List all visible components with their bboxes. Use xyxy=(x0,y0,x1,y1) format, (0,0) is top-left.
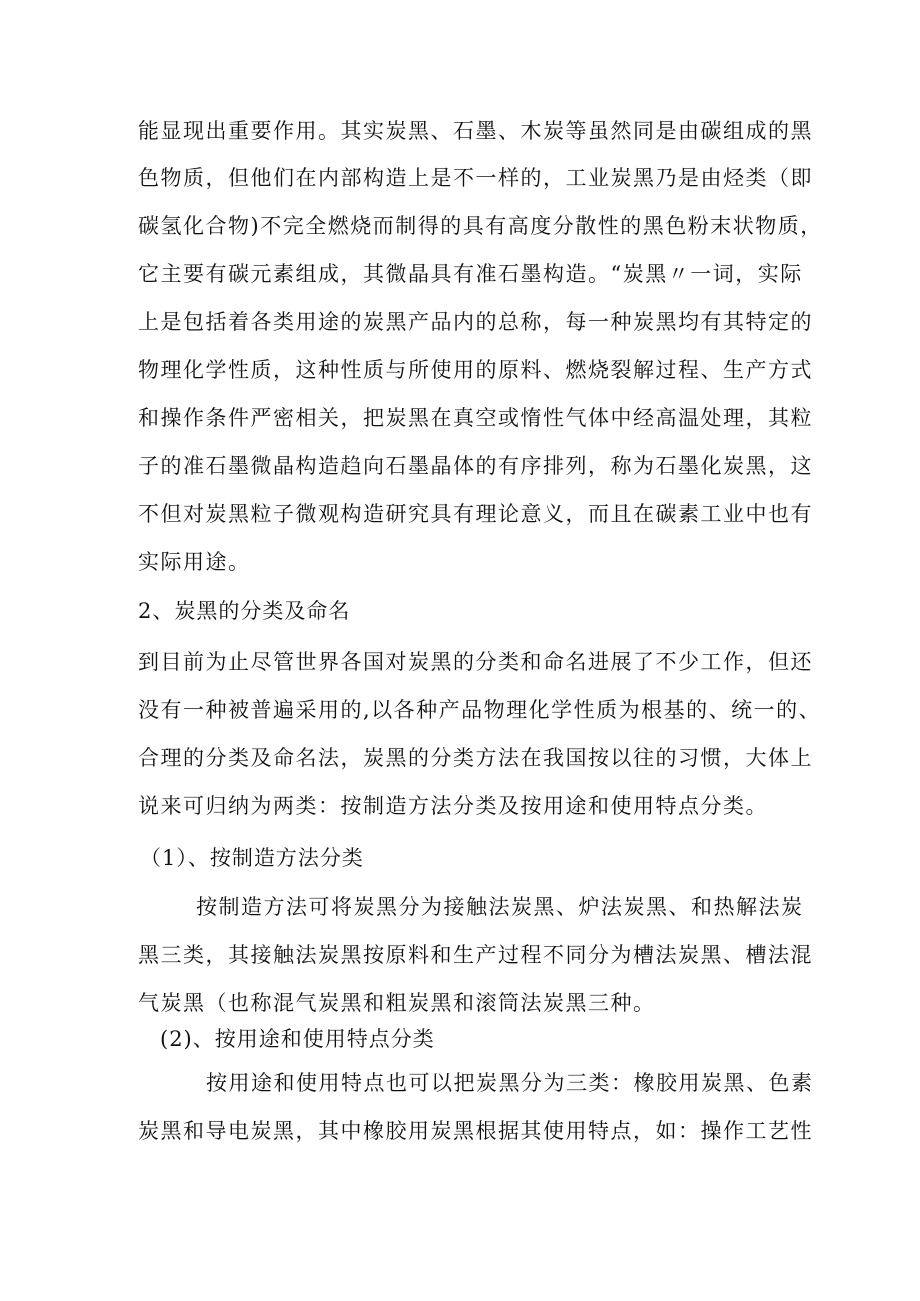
paragraph-line: 合理的分类及命名法，炭黑的分类方法在我国按以往的习惯，大体上 xyxy=(138,746,813,770)
paragraph-line: 子的准石墨微晶构造趋向石墨晶体的有序排列，称为石墨化炭黑，这 xyxy=(138,454,813,478)
paragraph-line: 炭黑和导电炭黑，其中橡胶用炭黑根据其使用特点，如：操作工艺性 xyxy=(138,1119,813,1143)
paragraph-line: 实际用途。 xyxy=(138,550,251,574)
paragraph-line: 能显现出重要作用。其实炭黑、石墨、木炭等虽然同是由碳组成的黑 xyxy=(138,119,813,143)
paragraph-line: 碳氢化合物)不完全燃烧而制得的具有高度分散性的黑色粉末状物质， xyxy=(138,214,823,238)
paragraph-line: 不但对炭黑粒子微观构造研究具有理论意义，而且在碳素工业中也有 xyxy=(138,502,813,526)
section-heading: 2、炭黑的分类及命名 xyxy=(138,599,351,623)
paragraph-line: 按用途和使用特点也可以把炭黑分为三类：橡胶用炭黑、色素 xyxy=(206,1071,814,1095)
paragraph-line: 没有一种被普遍采用的,以各种产品物理化学性质为根基的、统一的、 xyxy=(138,698,822,722)
paragraph-line: 和操作条件严密相关，把炭黑在真空或惰性气体中经高温处理，其粒 xyxy=(138,406,813,430)
paragraph-line: 到目前为止尽管世界各国对炭黑的分类和命名进展了不少工作，但还 xyxy=(138,650,813,674)
paragraph-line: 它主要有碳元素组成，其微晶具有准石墨构造。“炭黑〃一词，实际 xyxy=(138,262,803,286)
paragraph-line: 物理化学性质，这种性质与所使用的原料、燃烧裂解过程、生产方式 xyxy=(138,358,813,382)
paragraph-line: 气炭黑（也称混气炭黑和粗炭黑和滚筒法炭黑三种。 xyxy=(138,991,656,1015)
paragraph-line: 上是包括着各类用途的炭黑产品内的总称，每一种炭黑均有其特定的 xyxy=(138,310,813,334)
paragraph-line: 色物质，但他们在内部构造上是不一样的，工业炭黑乃是由烃类（即 xyxy=(138,166,813,190)
paragraph-line: 说来可归纳为两类：按制造方法分类及按用途和使用特点分类。 xyxy=(138,794,768,818)
paragraph-line: 黑三类，其接触法炭黑按原料和生产过程不同分为槽法炭黑、槽法混 xyxy=(138,943,813,967)
paragraph-line: 按制造方法可将炭黑分为接触法炭黑、炉法炭黑、和热解法炭 xyxy=(196,895,804,919)
subsection-heading: (2)、按用途和使用特点分类 xyxy=(160,1027,435,1051)
subsection-heading: （1）、按制造方法分类 xyxy=(140,846,364,870)
